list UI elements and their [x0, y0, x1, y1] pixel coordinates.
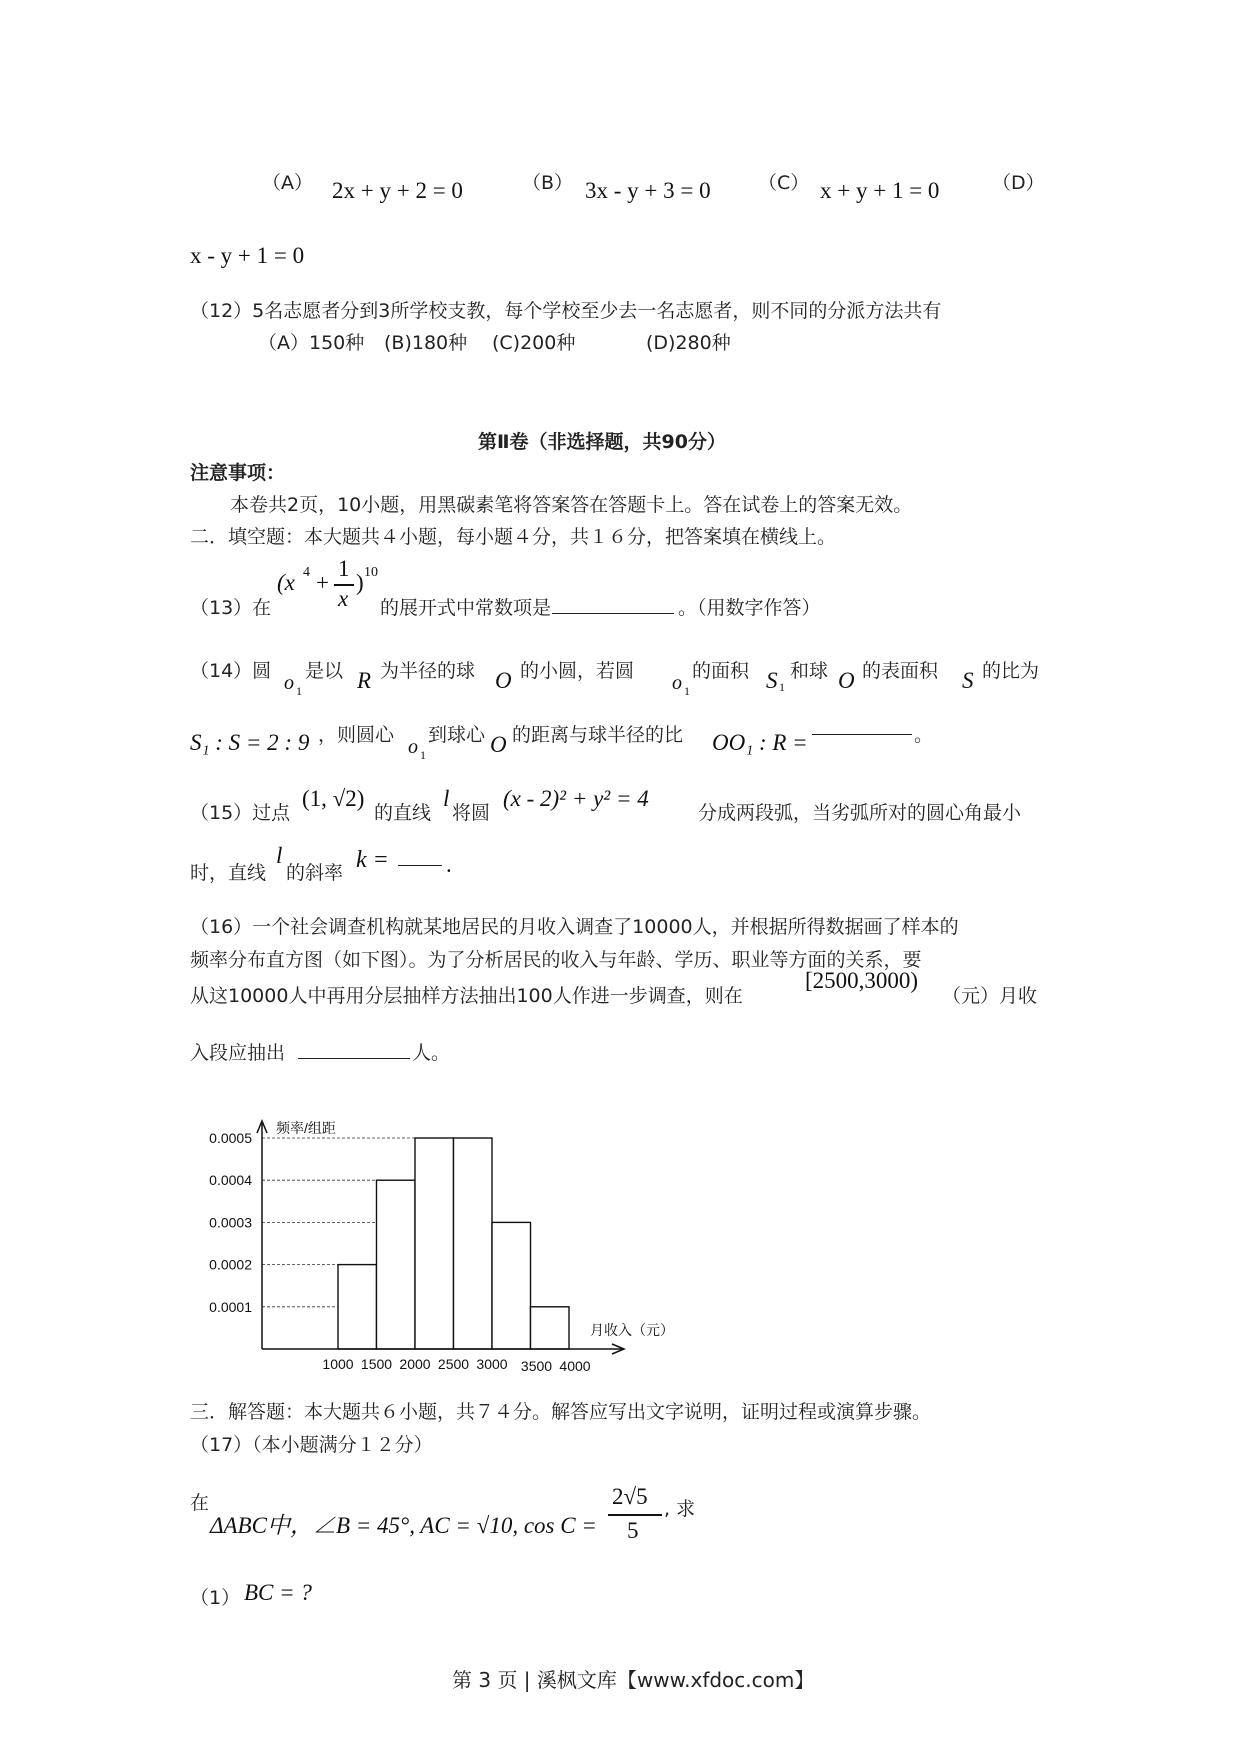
q14-text-1: 是以: [305, 660, 344, 682]
q17-triangle-condition: ΔABC中，∠B = 45°, AC = √10, cos C =: [210, 1513, 597, 1538]
q13-expr-close: ): [356, 570, 364, 595]
q14-o1-a-sub: 1: [296, 684, 302, 698]
q12-option-c: (C)200种: [492, 332, 576, 354]
q16-line-3b: （元）月收: [942, 985, 1038, 1007]
histogram-bar: [454, 1138, 493, 1349]
q13-expr-open: (x: [277, 570, 295, 595]
q14-oo1-ratio: OO₁ : R =: [712, 730, 808, 755]
q17-fraction-bar: [608, 1514, 662, 1516]
q13-text-end: 。（用数字作答）: [678, 597, 821, 619]
q16-line-3a: 从这10000人中再用分层抽样方法抽出100人作进一步调查，则在: [190, 985, 743, 1007]
q17-heading: （17）（本小题满分１２分）: [190, 1434, 433, 1456]
x-tick-label: 1000: [322, 1356, 354, 1372]
q14-o1-a: o: [284, 672, 294, 694]
income-histogram: [190, 1105, 710, 1380]
q14-sphere-o-3: O: [490, 732, 507, 757]
q11-option-a-label: （A）: [262, 172, 313, 194]
q13-fraction-numerator: 1: [338, 556, 350, 581]
q15-line-l: l: [443, 786, 450, 811]
histogram-bar: [492, 1222, 531, 1349]
q13-number: （13）在: [190, 597, 272, 619]
q14-text-4: 的面积: [692, 660, 750, 682]
y-axis-label: 频率/组距: [276, 1120, 336, 1136]
q14-o1-b-sub: 1: [684, 684, 690, 698]
x-tick-label: 2500: [437, 1356, 470, 1372]
section3-heading: 三．解答题：本大题共６小题，共７４分。解答应写出文字说明，证明过程或演算步骤。: [190, 1401, 932, 1423]
q14-text-2: 为半径的球: [380, 660, 476, 682]
q13-expr-plus: +: [316, 570, 329, 595]
q14-s: S: [962, 668, 974, 693]
q16-line-1: （16）一个社会调查机构就某地居民的月收入调查了10000人，并根据所得数据画了样本的: [190, 916, 959, 938]
notice-title: 注意事项：: [190, 462, 286, 484]
q14-ratio: S₁ : S = 2 : 9: [190, 730, 310, 755]
histogram-bar: [338, 1265, 377, 1349]
histogram-bar: [415, 1138, 454, 1349]
y-tick-label: 0.0001: [209, 1298, 252, 1315]
y-tick-label: 0.0004: [209, 1172, 252, 1189]
x-axis-label: 月收入（元）: [590, 1322, 674, 1338]
q15-text-1: 的直线: [374, 802, 432, 824]
q13-expr-exponent: 4: [303, 565, 310, 580]
histogram-bar: [377, 1180, 416, 1349]
q17-cos-denominator: 5: [627, 1518, 639, 1543]
q11-option-b-label: （B）: [522, 172, 574, 194]
q16-line-4a: 入段应抽出: [190, 1042, 286, 1064]
notice-body: 本卷共2页，10小题，用黑碳素笔将答案答在答题卡上。答在试卷上的答案无效。: [230, 494, 913, 516]
q12-stem: （12）5名志愿者分到3所学校支教，每个学校至少去一名志愿者，则不同的分派方法共有: [190, 300, 942, 322]
q14-sphere-o: O: [495, 668, 512, 693]
q14-end: 。: [914, 724, 934, 746]
q14-text-3: 的小圆，若圆: [520, 660, 635, 682]
x-tick-label: 3000: [476, 1356, 508, 1372]
q15-circle: (x - 2)² + y² = 4: [503, 786, 649, 811]
histogram-x-tick-labels: [322, 1356, 590, 1374]
q14-text-5: 和球: [790, 660, 829, 682]
q11-option-c-expr: x + y + 1 = 0: [820, 178, 940, 203]
q14-o1-c-sub: 1: [420, 748, 426, 762]
q15-answer-blank: [398, 857, 442, 866]
section2-heading: 二．填空题：本大题共４小题，每小题４分，共１６分，把答案填在横线上。: [190, 526, 837, 548]
q15-text-2: 将圆: [452, 802, 491, 824]
q13-answer-blank: [552, 595, 674, 614]
q14-text-8: ，则圆心: [318, 724, 395, 746]
q14-text-6: 的表面积: [862, 660, 939, 682]
q14-text-9: 到球心: [428, 724, 486, 746]
q14-o1-c: o: [408, 736, 418, 758]
q17-sub1-number: （1）: [190, 1587, 241, 1609]
part2-title: 第Ⅱ卷（非选择题，共90分）: [478, 431, 726, 453]
q16-line-4b: 人。: [412, 1042, 451, 1064]
q17-cos-numerator: 2√5: [612, 1484, 648, 1509]
q14-number: （14）圆: [190, 660, 272, 682]
q14-s1-sub: 1: [779, 680, 785, 694]
q15-k: k =: [356, 847, 389, 873]
q13-text: 的展开式中常数项是: [380, 597, 552, 619]
q16-interval: [2500,3000): [805, 968, 919, 993]
q15-point: (1, √2): [302, 786, 365, 811]
histogram-bars: [338, 1138, 569, 1349]
q14-s1: S: [766, 668, 778, 693]
q14-radius-r: R: [357, 668, 372, 693]
x-tick-label: 2000: [399, 1356, 431, 1372]
q15-end: .: [446, 852, 452, 877]
q17-zai: 在: [190, 1492, 210, 1514]
q12-option-a: （A）150种: [258, 332, 365, 354]
q16-answer-blank: [298, 1040, 410, 1059]
histogram-bar: [531, 1307, 570, 1349]
q14-o1-b: o: [672, 672, 682, 694]
q14-text-10: 的距离与球半径的比: [512, 724, 684, 746]
q17-sub1-expr: BC = ?: [244, 1580, 312, 1605]
y-tick-label: 0.0003: [209, 1214, 252, 1231]
q17-end: , 求: [664, 1498, 696, 1520]
q11-option-b-expr: 3x - y + 3 = 0: [585, 178, 711, 203]
q12-option-b: (B)180种: [384, 332, 468, 354]
q15-number: （15）过点: [190, 802, 291, 824]
q11-option-d-expr: x - y + 1 = 0: [190, 243, 305, 268]
q13-expr-power: 10: [364, 565, 378, 580]
q14-text-7: 的比为: [982, 660, 1040, 682]
y-tick-label: 0.0002: [209, 1256, 252, 1273]
x-tick-label: 4000: [559, 1358, 591, 1374]
q14-answer-blank: [812, 724, 912, 735]
q15-text-5: 的斜率: [286, 862, 344, 884]
histogram-y-tick-labels: [209, 1130, 252, 1315]
q15-line-l-2: l: [276, 843, 283, 868]
x-tick-label: 1500: [360, 1356, 393, 1372]
q12-option-d: (D)280种: [646, 332, 731, 354]
q11-option-c-label: （C）: [758, 172, 810, 194]
q13-fraction-denominator: x: [338, 586, 349, 611]
q14-sphere-o-2: O: [838, 668, 855, 693]
q15-text-4: 时，直线: [190, 862, 267, 884]
page-footer: 第 3 页 | 溪枫文库【www.xfdoc.com】: [452, 1668, 815, 1692]
q11-option-d-label: （D）: [992, 172, 1045, 194]
y-tick-label: 0.0005: [209, 1130, 252, 1146]
q16-line-2: 频率分布直方图（如下图）。为了分析居民的收入与年龄、学历、职业等方面的关系，要: [190, 949, 922, 971]
q11-option-a-expr: 2x + y + 2 = 0: [332, 178, 463, 203]
x-tick-label: 3500: [520, 1358, 553, 1374]
q15-text-3: 分成两段弧，当劣弧所对的圆心角最小: [698, 802, 1022, 824]
